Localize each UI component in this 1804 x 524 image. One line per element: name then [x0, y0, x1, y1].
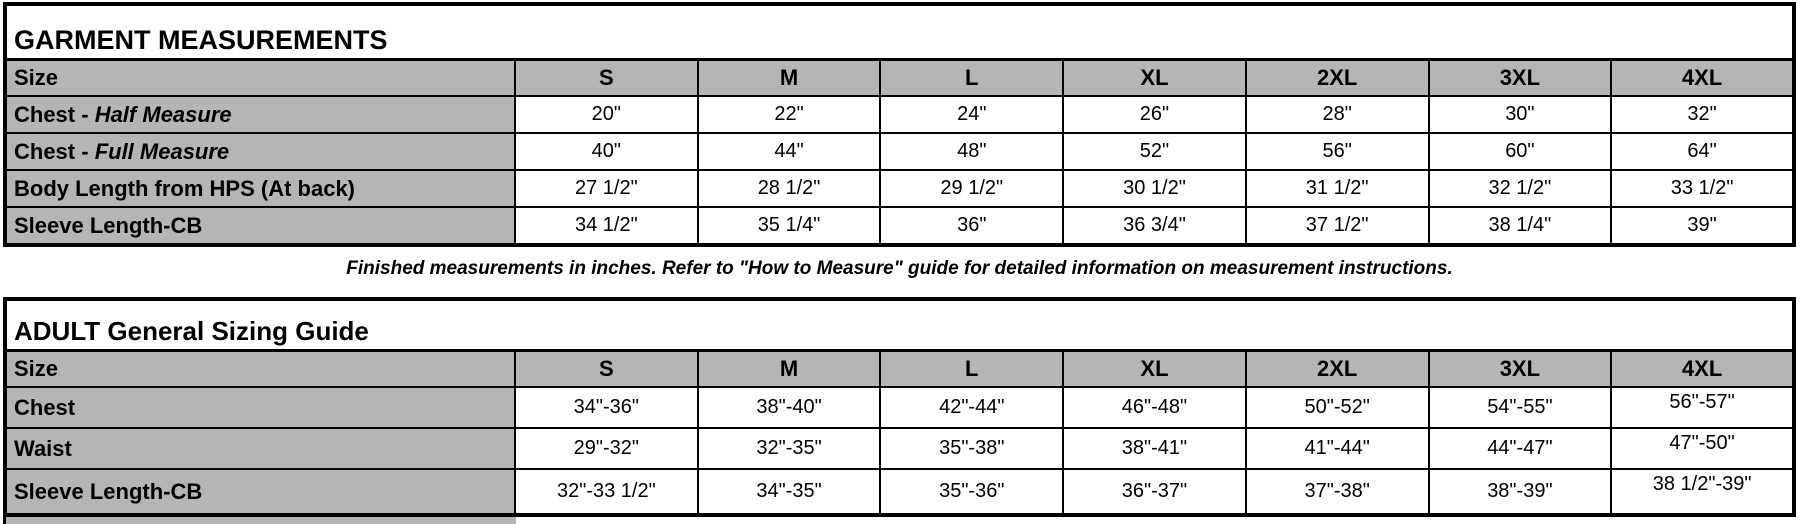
garment-measurements-title: GARMENT MEASUREMENTS: [5, 4, 1794, 60]
measurement-cell: 33 1/2": [1611, 170, 1794, 207]
cutoff-row-value-cells: [516, 517, 1793, 524]
measurement-cell: 38"-39": [1429, 469, 1612, 515]
row-label-body-length-hps: Body Length from HPS (At back): [5, 170, 515, 207]
measurement-cell: 35 1/4": [698, 207, 881, 245]
table-row: [5, 96, 1794, 133]
size-col-header-3xl: 3XL: [1429, 60, 1612, 97]
row-label-text: Chest -: [14, 138, 95, 164]
size-col-header-xl: XL: [1063, 60, 1246, 97]
size-col-header-m: M: [698, 351, 881, 388]
size-col-header-4xl: 4XL: [1611, 60, 1794, 97]
measurement-cell: 46"-48": [1063, 387, 1246, 428]
measurement-cell: 44"-47": [1429, 428, 1612, 469]
measurement-cell: 24": [880, 96, 1063, 133]
table-row: [5, 428, 1794, 469]
size-col-header-4xl: 4XL: [1611, 351, 1794, 388]
table-row: [5, 60, 1794, 97]
size-col-header-l: L: [880, 60, 1063, 97]
measurement-cell: 64": [1611, 133, 1794, 170]
table-row: [5, 387, 1794, 428]
cutoff-row-label-cell: [3, 517, 516, 524]
measurement-cell: 50"-52": [1246, 387, 1429, 428]
size-col-header-3xl: 3XL: [1429, 351, 1612, 388]
measurement-cell: 56"-57": [1611, 387, 1794, 428]
measurement-cell: 35"-38": [880, 428, 1063, 469]
row-label-italic-text: Full Measure: [94, 138, 230, 164]
measurement-cell: 35"-36": [880, 469, 1063, 515]
size-row-label: Size: [5, 60, 515, 97]
measurement-cell: 20": [515, 96, 698, 133]
measurement-cell: 48": [880, 133, 1063, 170]
measurement-cell: 42"-44": [880, 387, 1063, 428]
size-col-header-s: S: [515, 351, 698, 388]
row-label-sleeve-length-cb: Sleeve Length-CB: [5, 469, 515, 515]
row-label-chest-half-measure: [5, 96, 515, 133]
measurement-cell: 52": [1063, 133, 1246, 170]
adult-sizing-guide-table: [3, 297, 1796, 517]
adult-sizing-guide-title: ADULT General Sizing Guide: [5, 299, 1794, 351]
row-label-text: Chest -: [14, 101, 95, 127]
measurement-cell: 38"-41": [1063, 428, 1246, 469]
measurement-cell: 32"-33 1/2": [515, 469, 698, 515]
measurement-cell: 32"-35": [698, 428, 881, 469]
row-label-sleeve-length-cb: Sleeve Length-CB: [5, 207, 515, 245]
measurement-cell: 34"-36": [515, 387, 698, 428]
measurement-cell: 38 1/2"-39": [1611, 469, 1794, 515]
measurement-cell: 36"-37": [1063, 469, 1246, 515]
table-row: [5, 469, 1794, 515]
table-row: [5, 4, 1794, 60]
measurement-cell: 39": [1611, 207, 1794, 245]
table-row: [5, 170, 1794, 207]
measurement-cell: 44": [698, 133, 881, 170]
measurement-cell: 32": [1611, 96, 1794, 133]
measurement-cell: 26": [1063, 96, 1246, 133]
row-label-italic-text: Half Measure: [94, 101, 232, 127]
measurement-cell: 29"-32": [515, 428, 698, 469]
measurement-cell: 54"-55": [1429, 387, 1612, 428]
measurement-cell: 40": [515, 133, 698, 170]
cutoff-row: [3, 517, 1793, 524]
measurement-cell: 36": [880, 207, 1063, 245]
size-row-label: Size: [5, 351, 515, 388]
measurement-cell: 32 1/2": [1429, 170, 1612, 207]
table-row: [5, 133, 1794, 170]
row-label-chest: Chest: [5, 387, 515, 428]
size-col-header-2xl: 2XL: [1246, 351, 1429, 388]
measurement-cell: 38"-40": [698, 387, 881, 428]
row-label-chest-full-measure: [5, 133, 515, 170]
size-col-header-m: M: [698, 60, 881, 97]
size-col-header-2xl: 2XL: [1246, 60, 1429, 97]
row-label-waist: Waist: [5, 428, 515, 469]
measurement-note: Finished measurements in inches. Refer to "How to Measure" guide for detailed information on measurement instructions.: [346, 258, 1453, 279]
measurement-cell: 29 1/2": [880, 170, 1063, 207]
measurement-cell: 37"-38": [1246, 469, 1429, 515]
measurement-cell: 28": [1246, 96, 1429, 133]
size-col-header-xl: XL: [1063, 351, 1246, 388]
measurement-cell: 37 1/2": [1246, 207, 1429, 245]
measurement-cell: 60": [1429, 133, 1612, 170]
measurement-cell: 47"-50": [1611, 428, 1794, 469]
measurement-cell: 30": [1429, 96, 1612, 133]
measurement-cell: 31 1/2": [1246, 170, 1429, 207]
size-col-header-s: S: [515, 60, 698, 97]
table-row: [5, 299, 1794, 351]
garment-measurements-table: [3, 2, 1796, 247]
measurement-cell: 56": [1246, 133, 1429, 170]
table-row: [5, 351, 1794, 388]
measurement-cell: 34"-35": [698, 469, 881, 515]
measurement-cell: 27 1/2": [515, 170, 698, 207]
table-row: [5, 207, 1794, 245]
measurement-cell: 22": [698, 96, 881, 133]
measurement-cell: 28 1/2": [698, 170, 881, 207]
measurement-cell: 30 1/2": [1063, 170, 1246, 207]
measurement-cell: 38 1/4": [1429, 207, 1612, 245]
measurement-cell: 34 1/2": [515, 207, 698, 245]
measurement-cell: 41"-44": [1246, 428, 1429, 469]
size-col-header-l: L: [880, 351, 1063, 388]
measurement-cell: 36 3/4": [1063, 207, 1246, 245]
